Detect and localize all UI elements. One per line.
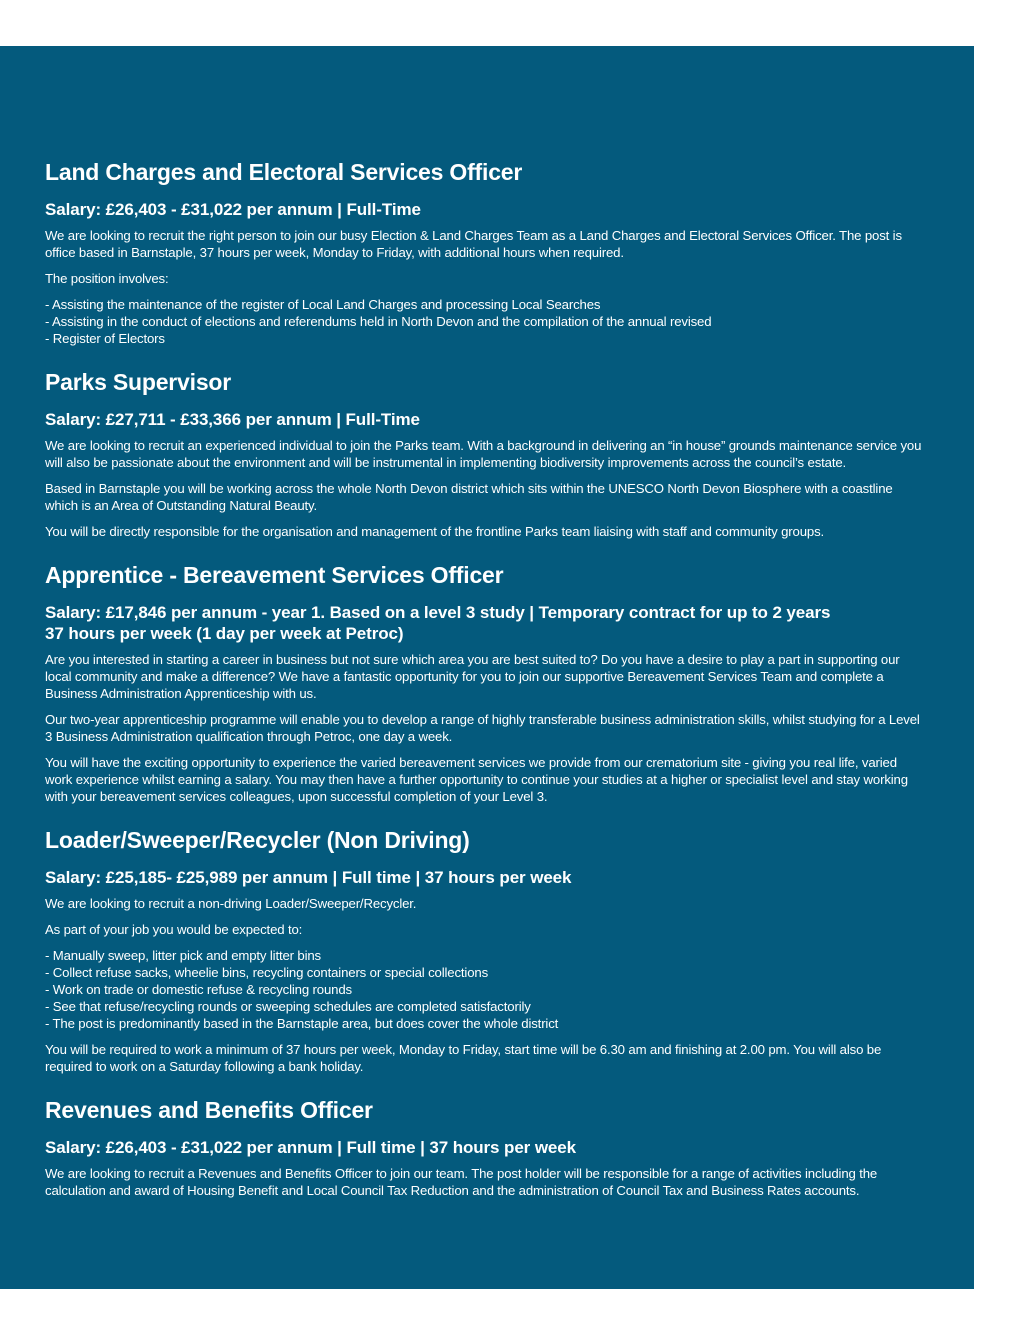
duties-list-item: - Manually sweep, litter pick and empty litter bins [45, 948, 321, 963]
duties-list [45, 947, 922, 1032]
job-description-paragraph: We are looking to recruit a Revenues and Benefits Officer to join our team. The post holder will be responsible for a range of activities including the calculation and award of Housing Benefit and Local Council Tax Reduction and the administration of Council Tax and Business Rates accounts. [45, 1166, 878, 1198]
job-salary: Salary: £17,846 per annum - year 1. Based on a level 3 study | Temporary contract for up to 2 years [45, 603, 831, 622]
job-description-paragraph: You will be required to work a minimum of 37 hours per week, Monday to Friday, start time will be 6.30 am and finishing at 2.00 pm. You will also be required to work on a Saturday following a bank holiday. [45, 1042, 882, 1074]
job-description-paragraph: Our two-year apprenticeship programme will enable you to develop a range of highly transferable business administration skills, whilst studying for a Level 3 Business Administration qualification through Petroc, one day a week. [45, 712, 920, 744]
duties-list-item: - Assisting the maintenance of the register of Local Land Charges and processing Local Searches [45, 297, 601, 312]
job-title: Revenues and Benefits Officer [45, 1097, 373, 1123]
job-title: Parks Supervisor [45, 369, 232, 395]
job-title: Loader/Sweeper/Recycler (Non Driving) [45, 827, 470, 853]
job-description-paragraph: You will have the exciting opportunity to experience the varied bereavement services we provide from our crematorium site - giving you real life, varied work experience whilst earning a salary. You may then have a further opportunity to continue your studies at a higher or specialist level and stay working with your bereavement services colleagues, upon successful completion of your Level 3. [45, 755, 908, 804]
duties-list-item: - Collect refuse sacks, wheelie bins, recycling containers or special collections [45, 965, 489, 980]
job-description-paragraph: We are looking to recruit the right person to join our busy Election & Land Charges Team as a Land Charges and Electoral Services Officer. The post is office based in Barnstaple, 37 hours per week, Monday to Friday, with additional hours when required. [45, 228, 902, 260]
job-description-paragraph: The position involves: [45, 271, 169, 286]
job-listing [45, 368, 922, 540]
job-salary: Salary: £26,403 - £31,022 per annum | Full-Time [45, 200, 421, 219]
job-listing [45, 826, 922, 1075]
job-title: Land Charges and Electoral Services Officer [45, 159, 523, 185]
job-title: Apprentice - Bereavement Services Officer [45, 562, 504, 588]
job-description-paragraph: We are looking to recruit an experienced individual to join the Parks team. With a background in delivering an “in house” grounds maintenance service you will also be passionate about the environment and will be instrumental in implementing biodiversity improvements across the council’s estate. [45, 438, 922, 470]
job-description-paragraph: Are you interested in starting a career in business but not sure which area you are best suited to? Do you have a desire to play a part in supporting our local community and make a difference? We have a fantastic opportunity for you to join our supportive Bereavement Services Team and complete a Business Administration Apprenticeship with us. [45, 652, 900, 701]
duties-list-item: - Work on trade or domestic refuse & recycling rounds [45, 982, 352, 997]
job-listing [45, 561, 922, 805]
job-description-paragraph: You will be directly responsible for the organisation and management of the frontline Parks team liaising with staff and community groups. [45, 524, 825, 539]
job-salary: Salary: £25,185- £25,989 per annum | Full time | 37 hours per week [45, 868, 572, 887]
job-salary: Salary: £26,403 - £31,022 per annum | Full time | 37 hours per week [45, 1138, 577, 1157]
duties-list-item: - The post is predominantly based in the Barnstaple area, but does cover the whole district [45, 1016, 559, 1031]
job-description-paragraph: As part of your job you would be expected to: [45, 922, 303, 937]
job-description-paragraph: Based in Barnstaple you will be working across the whole North Devon district which sits within the UNESCO North Devon Biosphere with a coastline which is an Area of Outstanding Natural Beauty. [45, 481, 893, 513]
duties-list-item: - Register of Electors [45, 331, 165, 346]
duties-list-item: - See that refuse/recycling rounds or sweeping schedules are completed satisfactorily [45, 999, 531, 1014]
job-salary: 37 hours per week (1 day per week at Petroc) [45, 624, 404, 643]
duties-list [45, 296, 922, 347]
job-description-paragraph: We are looking to recruit a non-driving Loader/Sweeper/Recycler. [45, 896, 417, 911]
job-listing [45, 158, 922, 347]
job-salary: Salary: £27,711 - £33,366 per annum | Full-Time [45, 410, 420, 429]
duties-list-item: - Assisting in the conduct of elections and referendums held in North Devon and the compilation of the annual revised [45, 314, 712, 329]
job-listings-panel [0, 46, 974, 1289]
job-listing [45, 1096, 922, 1199]
